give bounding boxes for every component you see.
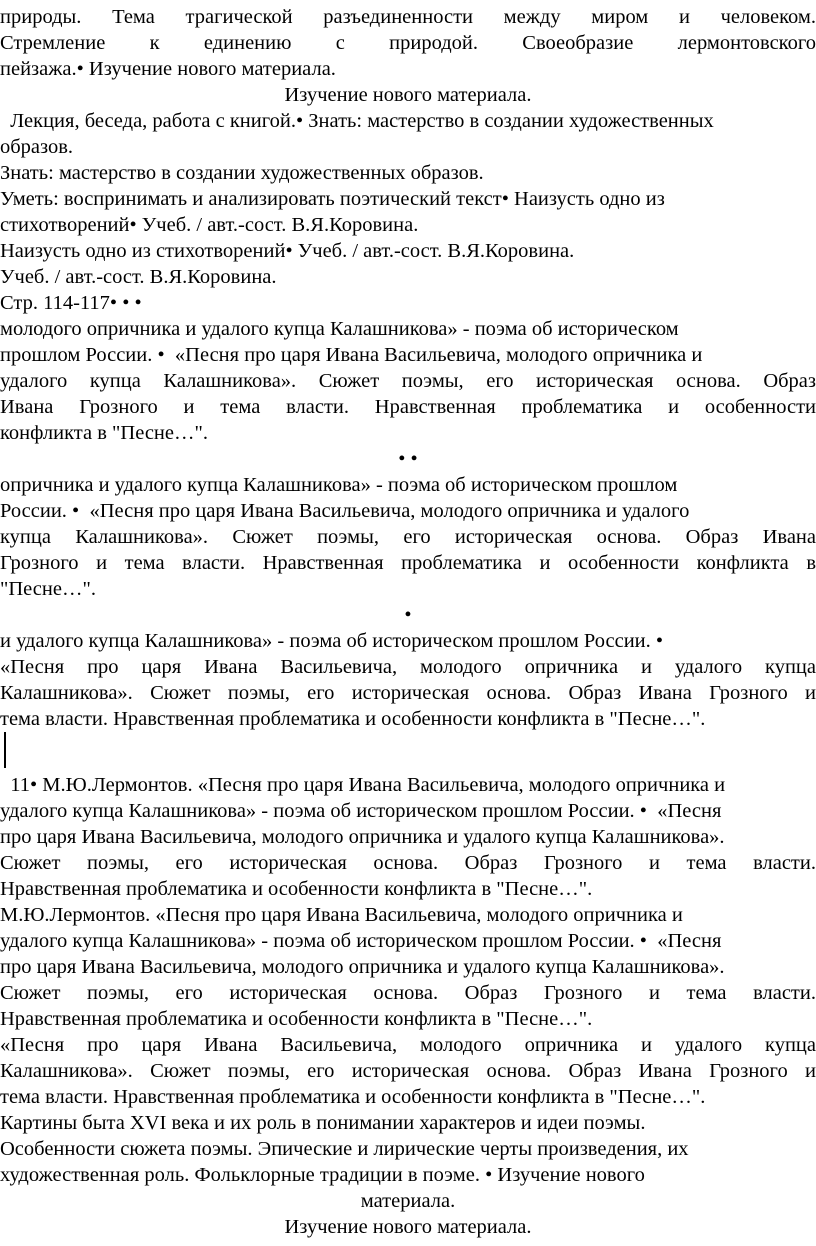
text-line: стихотворений• Учеб. / авт.-сост. В.Я.Коровина.: [0, 214, 419, 236]
text-line: Учеб. / авт.-сост. В.Я.Коровина.: [0, 266, 277, 288]
text-line: «Песня про царя Ивана Васильевича, молодого опричника и удалого купца: [0, 656, 816, 678]
text-line: Ивана Грозного и тема власти. Нравственная проблематика и особенности: [0, 396, 816, 418]
text-line: конфликта в "Песне…".: [0, 422, 208, 444]
text-line: Калашникова». Сюжет поэмы, его историческая основа. Образ Ивана Грозного и: [0, 682, 816, 704]
text-line: Картины быта XVI века и их роль в понимании характеров и идеи поэмы.: [0, 1112, 646, 1134]
text-line: Нравственная проблематика и особенности конфликта в "Песне…".: [0, 1008, 593, 1030]
text-line: молодого опричника и удалого купца Калашникова» - поэма об историческом: [0, 318, 679, 340]
text-line: Лекция, беседа, работа с книгой.• Знать: мастерство в создании художественных: [0, 110, 714, 132]
text-line: •: [404, 604, 412, 626]
text-line: • •: [398, 448, 418, 470]
text-line: 11• М.Ю.Лермонтов. «Песня про царя Ивана Васильевича, молодого опричника и: [0, 774, 726, 796]
text-line: Стремление к единению с природой. Своеобразие лермонтовского: [0, 32, 816, 54]
text-line: купца Калашникова». Сюжет поэмы, его историческая основа. Образ Ивана: [0, 526, 816, 548]
text-line: Нравственная проблематика и особенности конфликта в "Песне…".: [0, 878, 593, 900]
text-line: «Песня про царя Ивана Васильевича, молодого опричника и удалого купца: [0, 1034, 816, 1056]
text-line: про царя Ивана Васильевича, молодого опричника и удалого купца Калашникова».: [0, 956, 725, 978]
text-line: Изучение нового материала.: [284, 1216, 532, 1238]
text-line: про царя Ивана Васильевича, молодого опричника и удалого купца Калашникова».: [0, 826, 725, 848]
text-line: Особенности сюжета поэмы. Эпические и лирические черты произведения, их: [0, 1138, 689, 1160]
text-line: Сюжет поэмы, его историческая основа. Образ Грозного и тема власти.: [0, 982, 816, 1004]
text-cursor-bar: [4, 732, 6, 768]
text-line: образов.: [0, 136, 74, 158]
text-line: Сюжет поэмы, его историческая основа. Образ Грозного и тема власти.: [0, 852, 816, 874]
text-line: Уметь: воспринимать и анализировать поэтический текст• Наизусть одно из: [0, 188, 665, 210]
text-line: удалого купца Калашникова» - поэма об историческом прошлом России. • «Песня: [0, 800, 722, 822]
text-line: Калашникова». Сюжет поэмы, его историческая основа. Образ Ивана Грозного и: [0, 1060, 816, 1082]
text-line: удалого купца Калашникова» - поэма об историческом прошлом России. • «Песня: [0, 930, 722, 952]
text-line: материала.: [360, 1190, 456, 1212]
text-line: Изучение нового материала.: [284, 84, 532, 106]
text-line: "Песне…".: [0, 578, 96, 600]
text-line: России. • «Песня про царя Ивана Васильевича, молодого опричника и удалого: [0, 500, 690, 522]
text-line: природы. Тема трагической разъединенности между миром и человеком.: [0, 6, 816, 28]
text-line: удалого купца Калашникова». Сюжет поэмы, его историческая основа. Образ: [0, 370, 816, 392]
text-line: прошлом России. • «Песня про царя Ивана Васильевича, молодого опричника и: [0, 344, 703, 366]
text-line: Стр. 114-117• • •: [0, 292, 142, 314]
text-line: опричника и удалого купца Калашникова» - поэма об историческом прошлом: [0, 474, 678, 496]
text-line: художественная роль. Фольклорные традиции в поэме. • Изучение нового: [0, 1164, 645, 1186]
text-line: М.Ю.Лермонтов. «Песня про царя Ивана Васильевича, молодого опричника и: [0, 904, 683, 926]
text-line: Грозного и тема власти. Нравственная проблематика и особенности конфликта в: [0, 552, 816, 574]
text-line: Наизусть одно из стихотворений• Учеб. / авт.-сост. В.Я.Коровина.: [0, 240, 575, 262]
text-line: пейзажа.• Изучение нового материала.: [0, 58, 336, 80]
text-line: и удалого купца Калашникова» - поэма об историческом прошлом России. •: [0, 630, 664, 652]
text-line: тема власти. Нравственная проблематика и особенности конфликта в "Песне…".: [0, 708, 706, 730]
text-line: тема власти. Нравственная проблематика и особенности конфликта в "Песне…".: [0, 1086, 706, 1108]
text-line: Знать: мастерство в создании художественных образов.: [0, 162, 484, 184]
